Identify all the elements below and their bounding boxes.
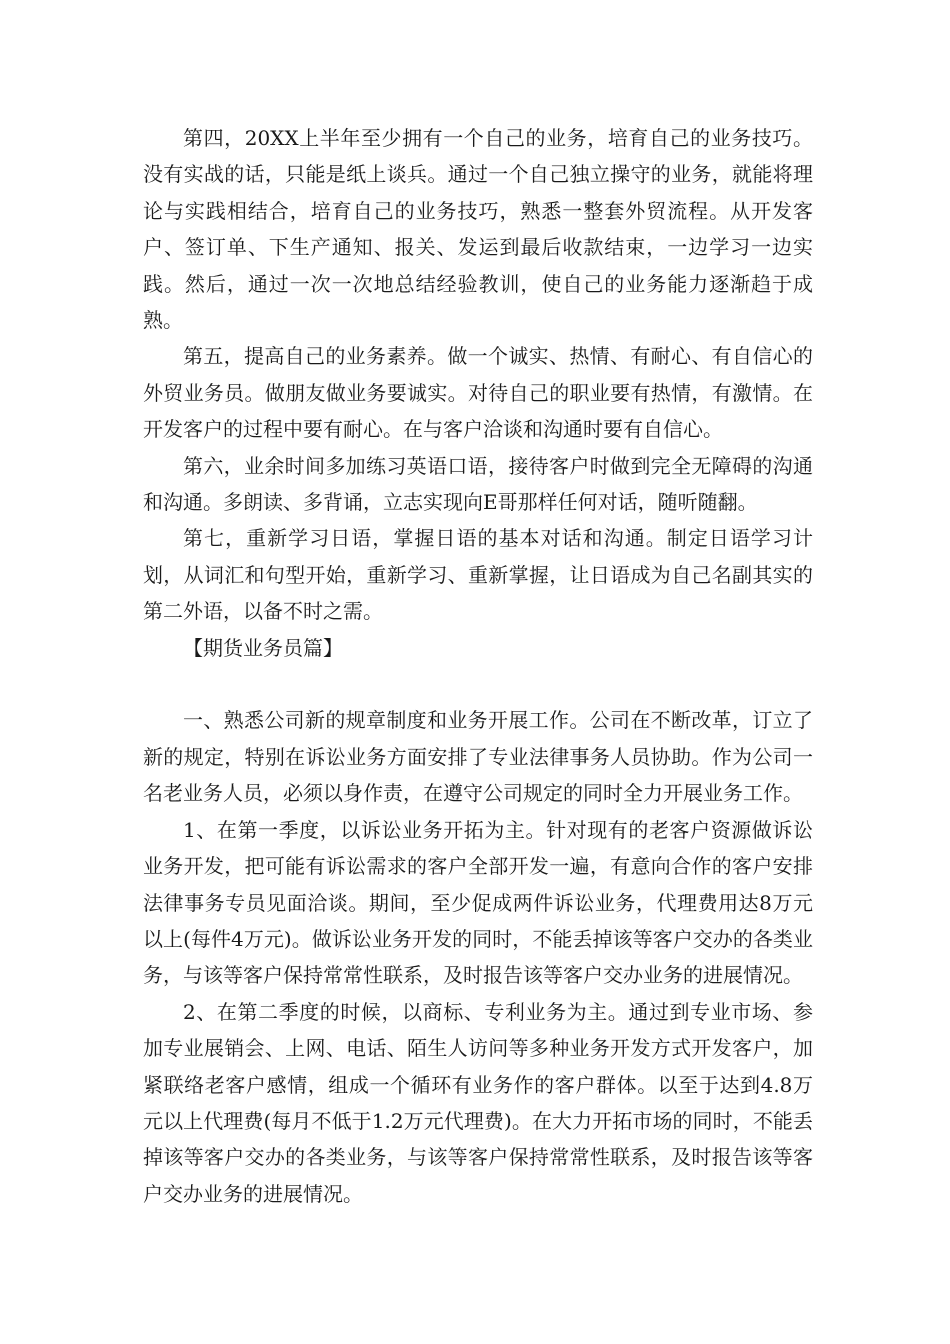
paragraph-section-one: 一、熟悉公司新的规章制度和业务开展工作。公司在不断改革，订立了新的规定，特别在诉讼业务方面安排了专业法律事务人员协助。作为公司一名老业务人员，必须以身作责，在遵守公司规定的同时全力开展业务工作。 xyxy=(143,708,813,806)
paragraph-goal-seven: 第七，重新学习日语，掌握日语的基本对话和沟通。制定日语学习计划，从词汇和句型开始，重新学习、重新掌握，让日语成为自己名副其实的第二外语，以备不时之需。 xyxy=(143,526,813,624)
paragraph-goal-four: 第四，20XX上半年至少拥有一个自己的业务，培育自己的业务技巧。没有实战的话，只能是纸上谈兵。通过一个自己独立操守的业务，就能将理论与实践相结合，培育自己的业务技巧，熟悉一整套外贸流程。从开发客户、签订单、下生产通知、报关、发运到最后收款结束，一边学习一边实践。然后，通过一次一次地总结经验教训，使自己的业务能力逐渐趋于成熟。 xyxy=(143,126,813,333)
paragraph-q1-plan: 1、在第一季度，以诉讼业务开拓为主。针对现有的老客户资源做诉讼业务开发，把可能有诉讼需求的客户全部开发一遍，有意向合作的客户安排法律事务专员见面洽谈。期间，至少促成两件诉讼业务，代理费用达8万元以上(每件4万元)。做诉讼业务开发的同时，不能丢掉该等客户交办的各类业务，与该等客户保持常常性联系，及时报告该等客户交办业务的进展情况。 xyxy=(143,817,813,988)
paragraph-q2-plan: 2、在第二季度的时候，以商标、专利业务为主。通过到专业市场、参加专业展销会、上网、电话、陌生人访问等多种业务开发方式开发客户，加紧联络老客户感情，组成一个循环有业务作的客户群体。以至于达到4.8万元以上代理费(每月不低于1.2万元代理费)。在大力开拓市场的同时，不能丢掉该等客户交办的各类业务，与该等客户保持常常性联系，及时报告该等客户交办业务的进展情况。 xyxy=(143,999,813,1206)
paragraph-goal-five: 第五，提高自己的业务素养。做一个诚实、热情、有耐心、有自信心的外贸业务员。做朋友做业务要诚实。对待自己的职业要有热情，有激情。在开发客户的过程中要有耐心。在与客户洽谈和沟通时要有自信心。 xyxy=(143,344,813,442)
paragraph-goal-six: 第六，业余时间多加练习英语口语，接待客户时做到完全无障碍的沟通和沟通。多朗读、多背诵，立志实现向E哥那样任何对话，随听随翻。 xyxy=(143,453,813,515)
document-body xyxy=(143,120,813,1212)
section-heading: 【期货业务员篇】 xyxy=(183,635,343,660)
